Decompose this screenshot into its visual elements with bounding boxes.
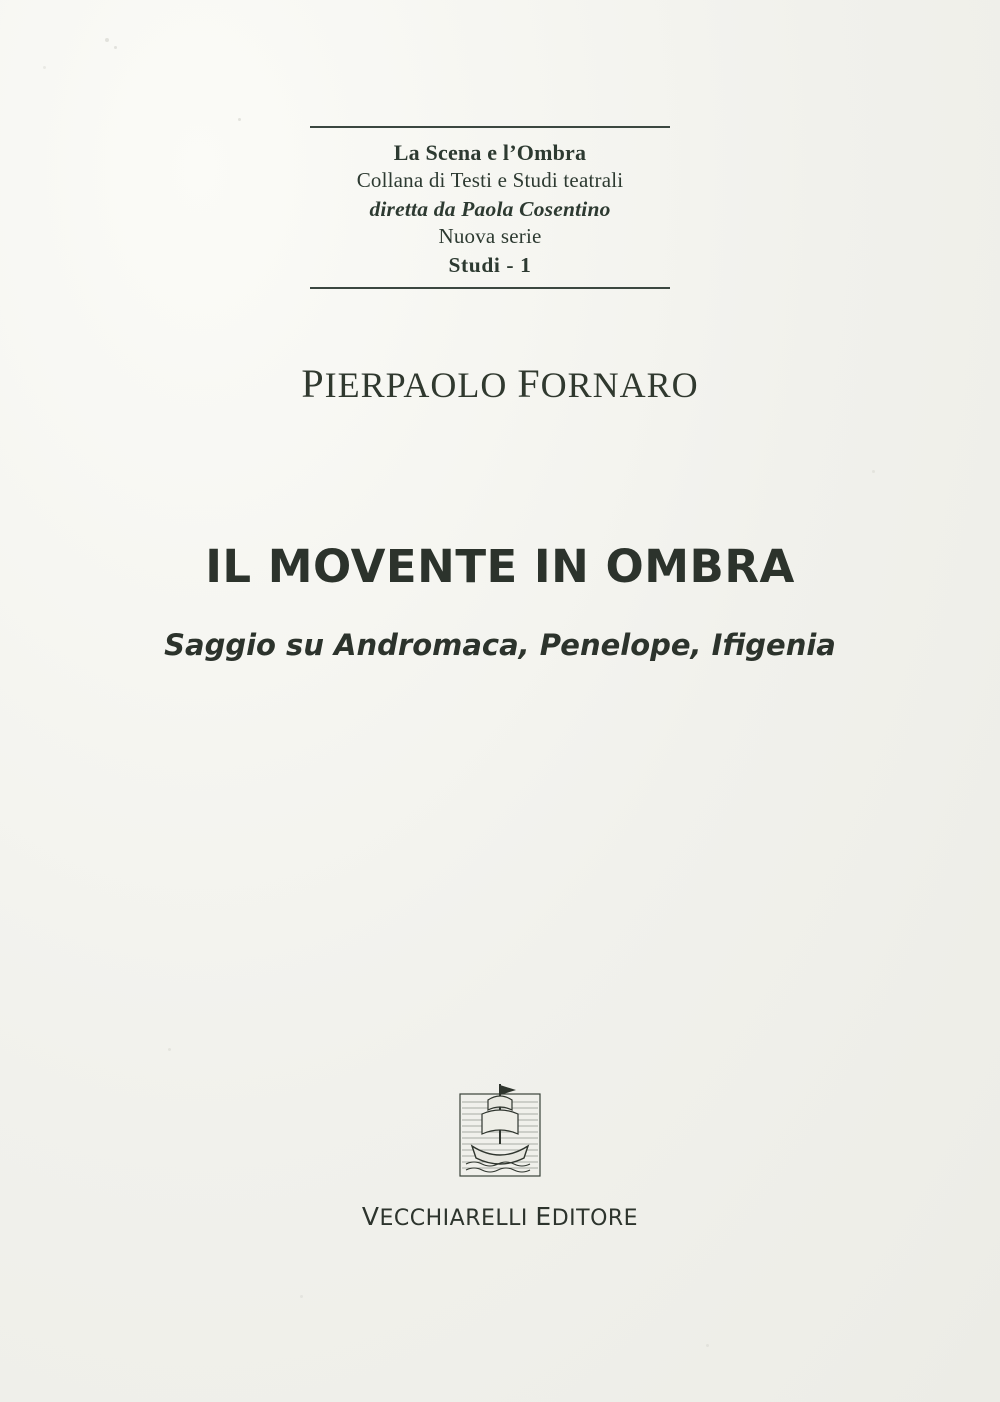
book-subtitle: Saggio su Andromaca, Penelope, Ifigenia [164, 628, 836, 662]
publisher-second-rest: DITORE [551, 1206, 639, 1231]
book-title: IL MOVENTE IN OMBRA [205, 540, 795, 593]
author-name [0, 360, 1000, 407]
series-title: La Scena e l’Ombra [393, 140, 587, 165]
publisher-rest: ECCHIARELLI [379, 1206, 536, 1231]
series-rule-bottom [310, 287, 670, 289]
publisher-name [0, 1202, 1000, 1231]
publisher-block [0, 1080, 1000, 1231]
author-firstname-rest: IERPAOLO [324, 365, 518, 405]
series-new-series: Nuova serie [438, 224, 542, 249]
author-surname-initial: F [517, 361, 541, 406]
series-collection: Collana di Testi e Studi teatrali [356, 168, 624, 193]
series-box [310, 126, 670, 289]
series-rule-top [310, 126, 670, 128]
publisher-initial: V [361, 1202, 380, 1231]
author-initial: P [301, 361, 325, 406]
series-number: Studi - 1 [448, 252, 532, 277]
author-surname-rest: ORNARO [540, 365, 699, 405]
sailing-ship-printer-mark-icon [454, 1080, 546, 1188]
series-director: diretta da Paola Cosentino [369, 196, 611, 221]
publisher-second-initial: E [535, 1202, 552, 1231]
